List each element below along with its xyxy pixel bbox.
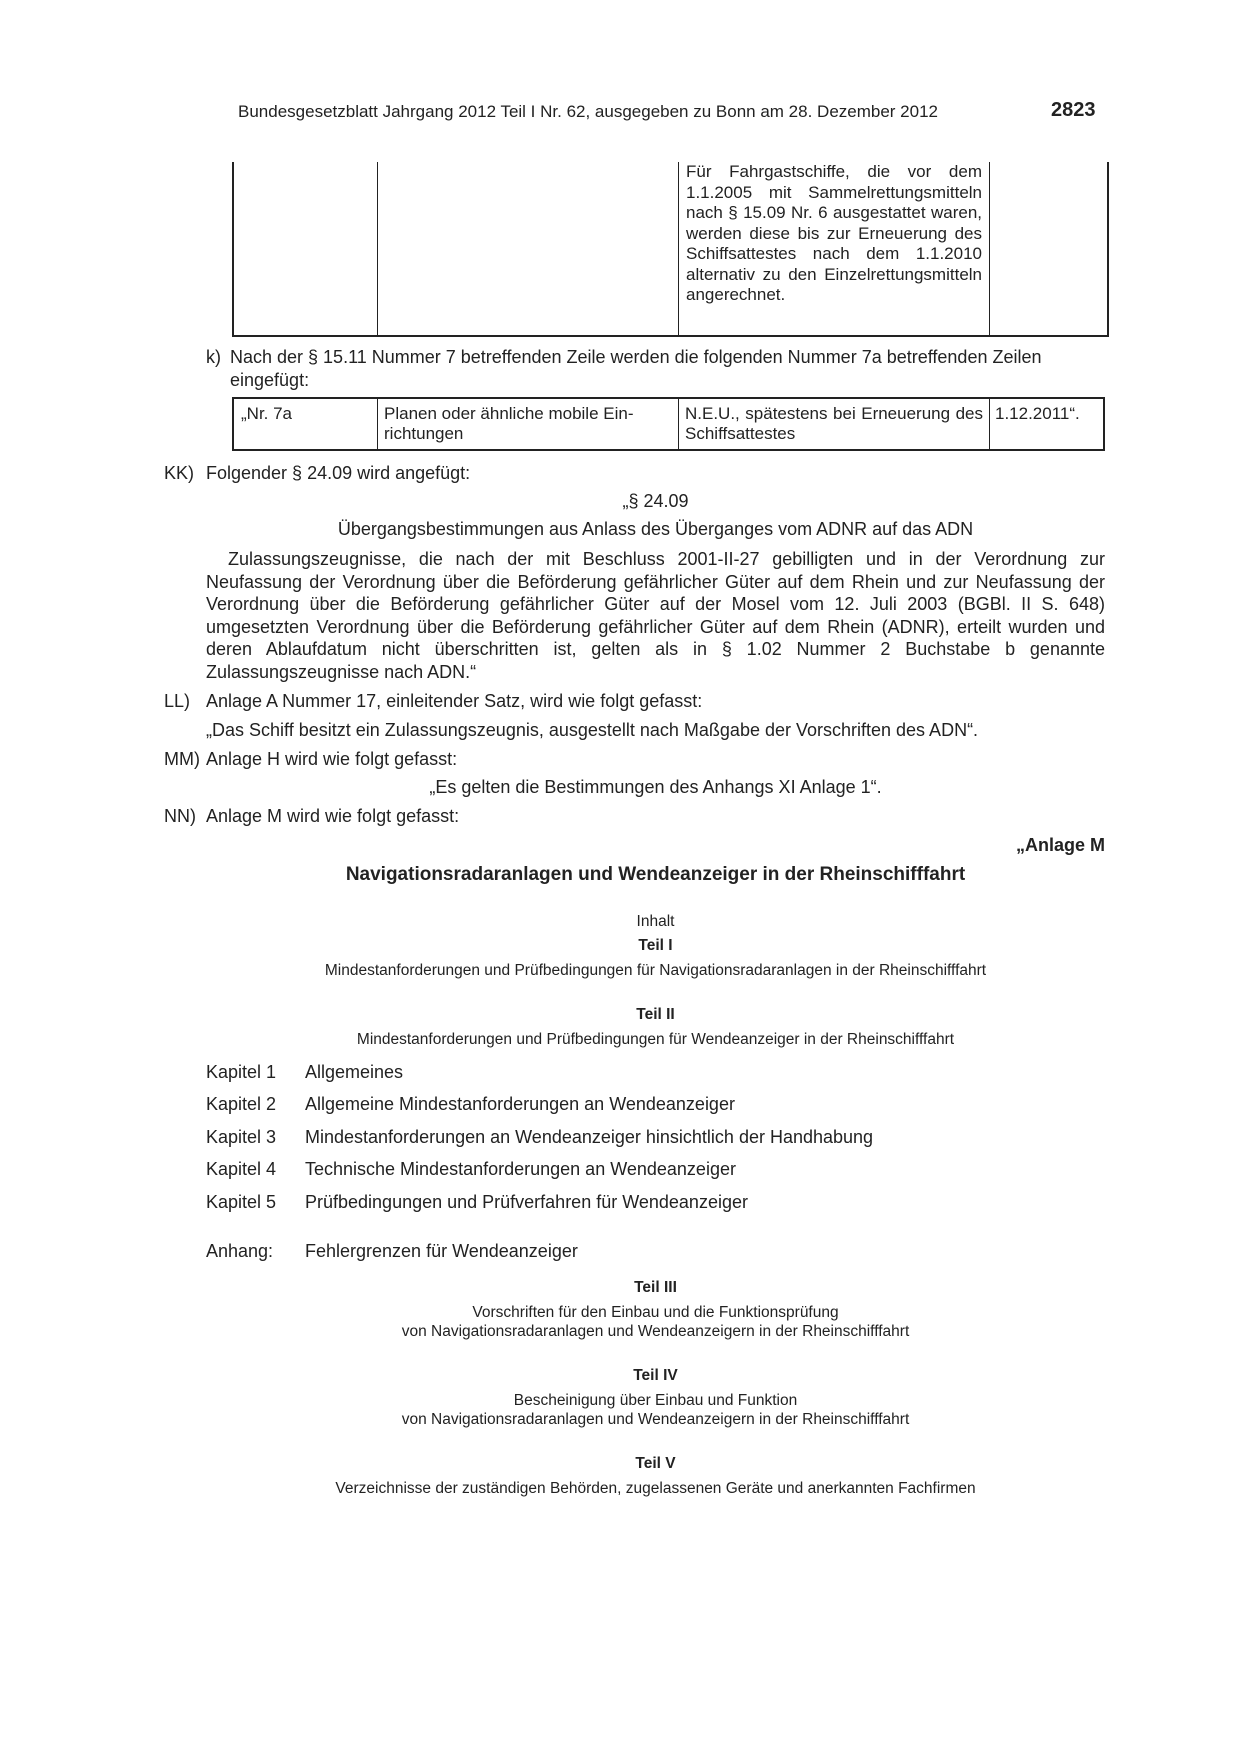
teil-text: Verzeichnisse der zuständigen Behörden, zugelassenen Geräte und anerkannten Fachfirmen: [335, 1480, 976, 1497]
kapitel-num: Kapitel 3: [206, 1127, 277, 1147]
table-divider: [678, 399, 679, 449]
item-text: Anlage H wird wie folgt gefasst:: [206, 749, 458, 769]
kapitel-num: Kapitel 5: [206, 1192, 277, 1212]
item-text: Anlage M wird wie folgt gefasst:: [206, 806, 460, 826]
kapitel-num: Kapitel 2: [206, 1094, 277, 1114]
toc-heading: Inhalt: [636, 913, 675, 930]
teil-label: Teil V: [635, 1455, 676, 1472]
table-divider: [989, 162, 990, 335]
table-cell: N.E.U., spätestens bei Erneuerung des Schiffsattestes: [685, 404, 983, 443]
quote: „Das Schiff besitzt ein Zulassungszeugnis, ausgestellt nach Maßgabe der Vorschriften des ADN“.: [206, 720, 979, 740]
teil-text: Mindestanforderungen und Prüfbedingungen für Navigationsradaranlagen in der Rheinschifffahrt: [324, 962, 987, 979]
kapitel-text: Prüfbedingungen und Prüfverfahren für Wendeanzeiger: [305, 1192, 748, 1212]
quote: „Es gelten die Bestimmungen des Anhangs XI Anlage 1“.: [429, 777, 882, 797]
table-cell: Planen oder ähnliche mobile Einrichtungen: [384, 404, 634, 443]
anlage-title: Navigationsradaranlagen und Wendeanzeiger in der Rheinschifffahrt: [345, 864, 966, 885]
table-divider: [678, 162, 679, 335]
item-marker: k): [206, 347, 221, 367]
table-cell-text: Für Fahrgastschiffe, die vor dem 1.1.2005 mit Sammelrettungsmitteln nach § 15.09 Nr. 6 ausgestattet waren, werden diese bis zur Erneuerung des Schiffsattestes nach dem 1.1.2010 alternativ zu den Einzelrettungsmitteln angerechnet.: [686, 162, 982, 304]
teil-text: von Navigationsradaranlagen und Wendeanzeigern in der Rheinschifffahrt: [401, 1411, 910, 1428]
item-text: Folgender § 24.09 wird angefügt:: [206, 463, 471, 483]
teil-label: Teil III: [634, 1279, 677, 1296]
insert-table: [232, 397, 1105, 451]
item-marker: MM): [164, 749, 200, 769]
table-divider: [989, 399, 990, 449]
teil-text: Mindestanforderungen und Prüfbedingungen für Wendeanzeiger in der Rheinschifffahrt: [356, 1031, 955, 1048]
anlage-label: „Anlage M: [1015, 835, 1105, 855]
teil-label: Teil II: [636, 1006, 675, 1023]
section-body: Zulassungszeugnisse, die nach der mit Beschluss 2001-II-27 gebilligten und in der Verordnung zur Neufassung der Verordnung über die Beförderung gefährlicher Güter auf dem Rhein und zur Neufassung der Verordnung über die Beförderung gefährlicher Güter auf der Mosel vom 12. Juli 2003 (BGBl. II S. 648) umgesetzten Verordnung über die Beförderung gefährlicher Güter auf dem Rhein (ADNR), erteilt wurden und deren Ablaufdatum nicht überschritten ist, gelten als in § 1.02 Nummer 2 Buchstabe b genannte Zulassungszeugnisse nach ADN.“: [206, 549, 1105, 682]
kapitel-text: Allgemeines: [305, 1062, 404, 1082]
item-marker: NN): [164, 806, 196, 826]
kapitel-num: Kapitel 1: [206, 1062, 277, 1082]
kapitel-text: Technische Mindestanforderungen an Wendeanzeiger: [305, 1159, 736, 1179]
kapitel-text: Allgemeine Mindestanforderungen an Wendeanzeiger: [305, 1094, 735, 1114]
table-cell: „Nr. 7a: [241, 404, 293, 423]
table-divider: [377, 162, 378, 335]
page-number: 2823: [1051, 99, 1096, 121]
item-marker: LL): [164, 691, 191, 711]
kapitel-text: Mindestanforderungen an Wendeanzeiger hinsichtlich der Handhabung: [305, 1127, 874, 1147]
section-title: Übergangsbestimmungen aus Anlass des Überganges vom ADNR auf das ADN: [337, 519, 974, 539]
teil-label: Teil I: [638, 937, 673, 954]
item-text: Nach der § 15.11 Nummer 7 betreffenden Zeile werden die folgenden Nummer 7a betreffenden Zeilen eingefügt:: [230, 347, 1042, 390]
section-number: „§ 24.09: [622, 491, 689, 511]
table-cell: 1.12.2011“.: [995, 404, 1080, 423]
kapitel-num: Kapitel 4: [206, 1159, 277, 1179]
continuation-table: [232, 162, 1109, 337]
item-marker: KK): [164, 463, 195, 483]
teil-label: Teil IV: [633, 1367, 678, 1384]
anhang-label: Anhang:: [206, 1241, 274, 1261]
item-text: Anlage A Nummer 17, einleitender Satz, wird wie folgt gefasst:: [206, 691, 703, 711]
running-header: Bundesgesetzblatt Jahrgang 2012 Teil I Nr. 62, ausgegeben zu Bonn am 28. Dezember 2012: [238, 102, 938, 121]
table-divider: [377, 399, 378, 449]
teil-text: von Navigationsradaranlagen und Wendeanzeigern in der Rheinschifffahrt: [401, 1323, 910, 1340]
teil-text: Vorschriften für den Einbau und die Funktionsprüfung: [472, 1304, 839, 1321]
anhang-text: Fehlergrenzen für Wendeanzeiger: [305, 1241, 578, 1261]
teil-text: Bescheinigung über Einbau und Funktion: [513, 1392, 798, 1409]
